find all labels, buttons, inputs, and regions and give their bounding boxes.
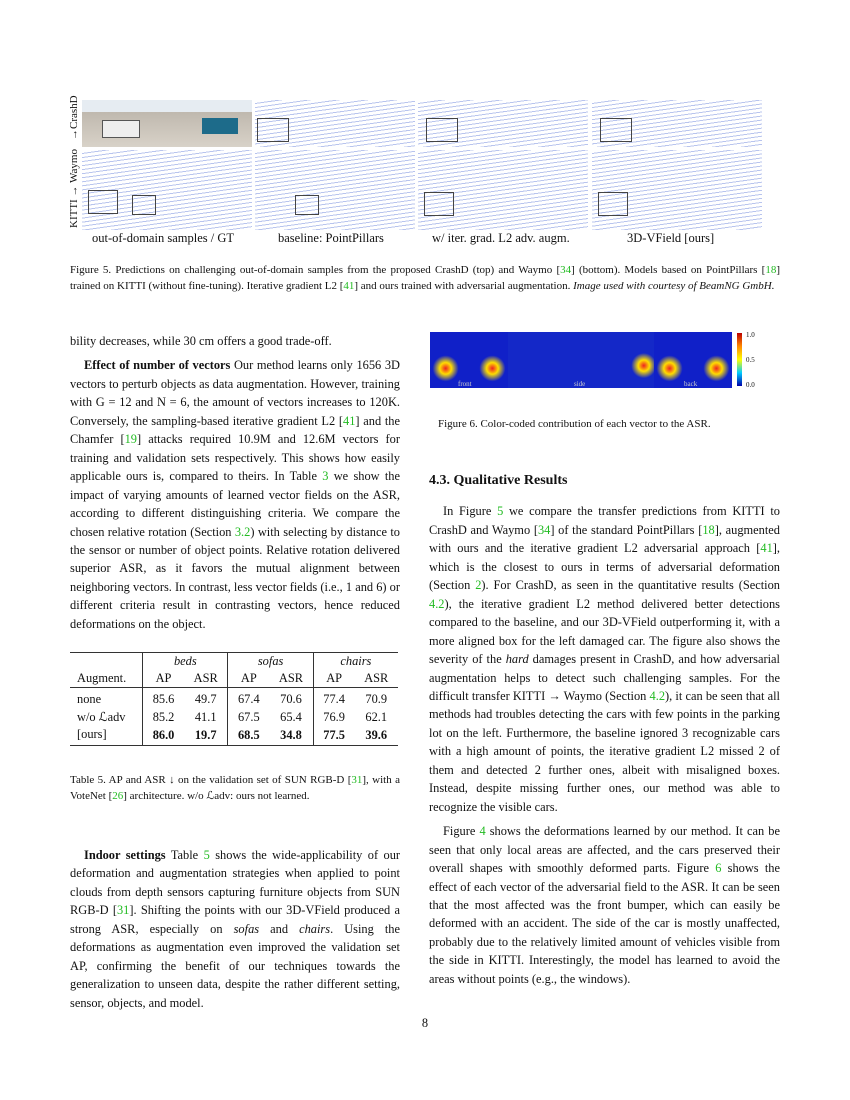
table-5	[70, 652, 400, 804]
paragraph-heading: Indoor settings	[84, 848, 166, 862]
section-heading: 4.3. Qualitative Results	[429, 473, 568, 488]
citation-link[interactable]: 18	[702, 522, 715, 537]
citation-link[interactable]: 34	[560, 264, 572, 276]
paragraph-deformations: Figure 4 shows the deformations learned by our method. It can be seen that only local areas are affected, and the cars preserved their overall shapes with smoothly deformed parts. Figure 6 shows the effect of each vector of the adversarial field to the ASR. It can be seen that the most affected was the front bumper, which can easily be deformed with an accident. The side of the car is mostly unaffected, probably due to the relatively limited amount of vehicles visible from the side in KITTI. Interestingly, the model has learned to avoid the areas without points (e.g., the windows).	[429, 824, 781, 986]
colorbar-tick: 0.0	[746, 381, 755, 389]
figure-link[interactable]: 6	[715, 861, 722, 876]
table-link[interactable]: 5	[203, 848, 210, 862]
left-column-bottom	[70, 846, 400, 1012]
group-header: beds	[173, 654, 197, 668]
waymo-iter-panel	[418, 150, 588, 230]
paragraph-heading: Effect of number of vectors	[84, 358, 231, 373]
caption-italic: Image used with courtesy of BeamNG GmbH.	[573, 280, 775, 292]
crashd-ours-panel	[592, 100, 762, 147]
citation-link[interactable]: 41	[343, 413, 356, 428]
colorbar-tick: 0.5	[746, 356, 755, 364]
table-row: w/o ℒadv 85.2 41.1 67.5 65.4 76.9 62.1	[77, 709, 388, 724]
heatmap-back: back	[654, 332, 733, 388]
section-link[interactable]: 2	[475, 578, 482, 593]
table-row: [ours] 86.0 19.7 68.5 34.8 77.5 39.6	[70, 726, 398, 746]
paragraph-qualitative: In Figure 5 we compare the transfer predictions from KITTI to CrashD and Waymo [34] of the standard PointPillars [18], augmented with ours and the iterative gradient L2 adversarial approach [41], which is the closest to ours in terms of adversarial deformation (Section 2). For CrashD, as seen in the quantitative results (Section 4.2), the iterative gradient L2 method delivered better detections compared to the baseline, and our 3D-VField outperforming it, with a more aligned box for the left damaged car. The figure also shows the severity of the hard damages present in CrashD, and how adversarial augmentation helps to detect such challenging samples. For the difficult transfer KITTI → Waymo (Section 4.2), it can be seen that all methods had troubles detecting the cars with few points in the parking lot on the left. Furthermore, the baseline ignored 3 recognizable cars with a high amount of points, the iterative gradient L2 missed 2 of them and detected 2 further ones, albeit with misaligned boxes. Instead, despite missing further ones, our method was able to recognize the visible cars.	[429, 504, 780, 814]
figure-link[interactable]: 4	[479, 824, 486, 839]
figure-6-caption: Figure 6. Color-coded contribution of each vector to the ASR.	[438, 418, 711, 430]
caption-text: Figure 5. Predictions on challenging out-of-domain samples from the proposed CrashD (top) and Waymo [	[70, 264, 561, 276]
heatmap-side: side	[508, 332, 655, 388]
section-link[interactable]: 3.2	[234, 524, 251, 539]
table-link[interactable]: 3	[322, 469, 329, 484]
waymo-baseline-panel	[255, 150, 415, 230]
group-header: chairs	[340, 654, 372, 668]
figure-link[interactable]: 5	[497, 504, 504, 519]
column-header: ASR	[278, 671, 304, 685]
citation-link[interactable]: 34	[537, 522, 551, 537]
group-header: sofas	[257, 654, 284, 668]
colorbar	[737, 333, 742, 386]
waymo-ours-panel	[592, 150, 762, 230]
citation-link[interactable]: 41	[343, 280, 355, 292]
citation-link[interactable]: 31	[351, 774, 363, 786]
citation-link[interactable]: 19	[124, 432, 137, 447]
crashd-photo	[82, 100, 252, 147]
caption-text: ] and ours trained with adversarial augmentation.	[354, 280, 574, 292]
paragraph-indoor: Indoor settings Table 5 shows the wide-applicability of our deformation and augmentation strategies when applied to point clouds from depth sensors capturing furniture objects from SUN RGB-D [31]. Shifting the points with our 3D-VField produced a strong ASR, especially on sofas and chairs. Using the deformations as augmentation even improved the validation set AP, confirming the benefit of our techniques towards the generalization to unseen data, despite the rather different setting, sensor, objects, and model.	[70, 848, 401, 1010]
waymo-gt-panel	[82, 150, 252, 230]
heatmap-front: front	[430, 332, 509, 388]
citation-link[interactable]: 18	[765, 264, 777, 276]
right-column	[429, 472, 780, 988]
table-5-caption: Table 5. AP and ASR ↓ on the validation set of SUN RGB-D [31], with a VoteNet [26] architecture. w/o ℒadv: ours not learned.	[70, 774, 400, 802]
col-label-gt: out-of-domain samples / GT	[92, 231, 234, 245]
column-header: AP	[143, 670, 184, 688]
column-header: AP	[313, 670, 354, 688]
page-number: 8	[421, 1016, 429, 1030]
paragraph: bility decreases, while 30 cm offers a good trade-off.	[70, 334, 332, 348]
paragraph-vectors: Effect of number of vectors Our method learns only 1656 3D vectors to perturb objects as data augmentation. However, training with G = 12 and N = 6, the amount of vectors increases to 120K. Conversely, the sampling-based iterative gradient L2 [41] and the Chamfer [19] attacks required 10.9M and 12.6M vectors for training and validation sets respectively. This shows how easily applicable ours is, compared to theirs. In Table 3 we show the impact of varying amounts of learned vector fields on the ASR, according to different distinguishing criteria. We compare the chosen relative rotation (Section 3.2) with selecting by distance to the sensor or number of object points. Relative rotation delivered superior ASR, as it favors the mutual alignment between neighboring vectors. In contrast, less vector fields (i.e., 1 and 6) or different criteria result in contrasting vectors, hence reduced deformations on the object.	[70, 358, 401, 631]
column-header: ASR	[193, 671, 218, 685]
section-link[interactable]: 4.2	[429, 596, 445, 611]
row-label-waymo: KITTI → Waymo	[68, 149, 80, 228]
col-label-baseline: baseline: PointPillars	[278, 231, 384, 245]
caption-text: ] trained on KITTI (without fine-tuning). Iterative gradient L2 [	[70, 264, 780, 292]
citation-link[interactable]: 31	[116, 903, 130, 918]
crashd-baseline-panel	[255, 100, 415, 147]
col-label-ours: 3D-VField [ours]	[627, 231, 715, 245]
crashd-iter-panel	[418, 100, 588, 147]
column-header: AP	[228, 670, 269, 688]
figure-5-caption	[70, 262, 780, 294]
section-link[interactable]: 4.2	[649, 688, 666, 703]
caption-text: ] (bottom). Models based on PointPillars [	[571, 264, 766, 276]
col-label-iter: w/ iter. grad. L2 adv. augm.	[432, 231, 570, 245]
colorbar-tick: 1.0	[746, 331, 755, 339]
table-row: none 85.6 49.7 67.4 70.6 77.4 70.9	[70, 688, 398, 709]
citation-link[interactable]: 26	[112, 790, 124, 802]
citation-link[interactable]: 41	[760, 541, 773, 556]
column-header: Augment.	[77, 671, 127, 685]
column-header: ASR	[364, 671, 389, 685]
left-column-top	[70, 332, 400, 633]
row-label-crashd: →CrashD	[68, 95, 80, 140]
